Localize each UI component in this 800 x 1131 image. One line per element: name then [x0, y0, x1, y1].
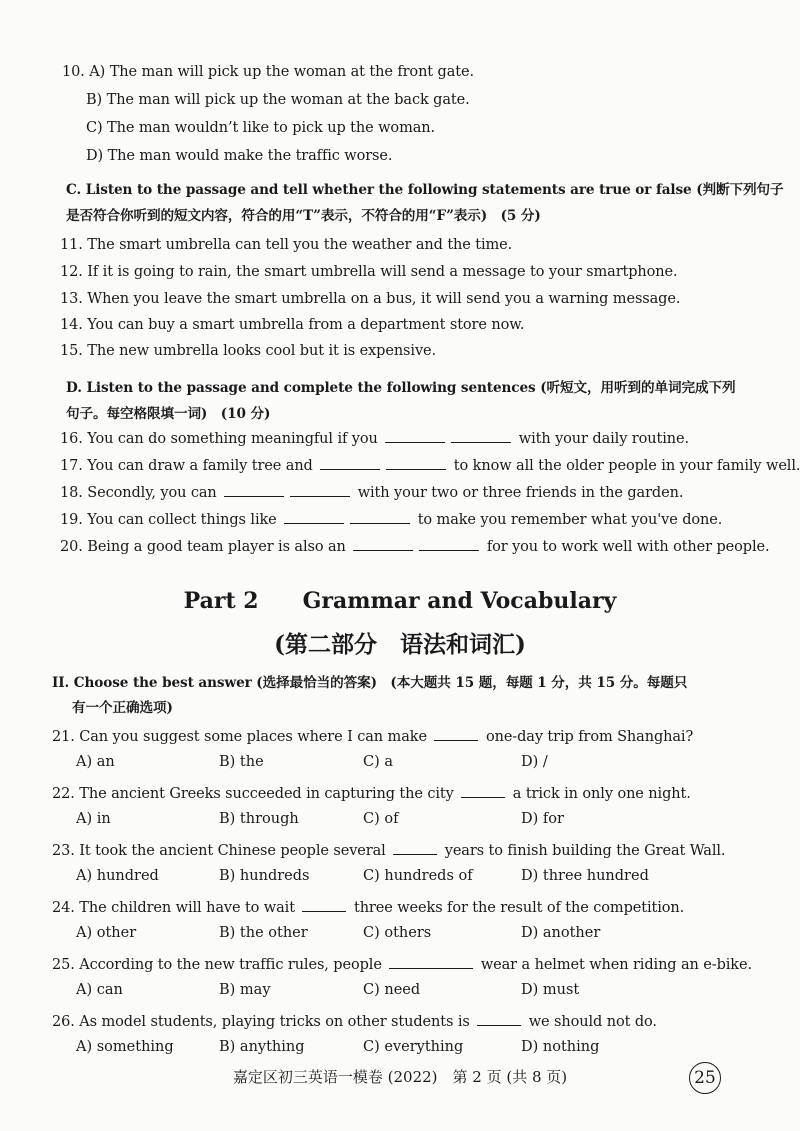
- section-ii-heading-line1: II. Choose the best answer (选择最恰当的答案) (本大题共 15 题，每题 1 分，共 15 分。每题只: [52, 675, 688, 691]
- answer-blank[interactable]: [451, 428, 511, 443]
- q25-option-d[interactable]: D) must: [521, 982, 580, 998]
- answer-blank[interactable]: [385, 428, 445, 443]
- q10-option-b: B) The man will pick up the woman at the back gate.: [86, 92, 470, 108]
- section-c-item-15: 15. The new umbrella looks cool but it is expensive.: [60, 343, 437, 359]
- q22-option-d[interactable]: D) for: [521, 811, 564, 827]
- section-d-item-20: [60, 536, 770, 555]
- section-d-heading-line2: 句子。每空格限填一词) (10 分): [66, 406, 271, 422]
- section-c-heading-line2: 是否符合你听到的短文内容，符合的用“T”表示，不符合的用“F”表示) (5 分): [66, 208, 541, 224]
- section-c-item-14: 14. You can buy a smart umbrella from a department store now.: [60, 317, 525, 333]
- q26-option-b[interactable]: B) anything: [219, 1039, 305, 1055]
- q23-option-c[interactable]: C) hundreds of: [363, 868, 473, 884]
- section-c-item-13: 13. When you leave the smart umbrella on a bus, it will send you a warning message.: [60, 291, 681, 307]
- answer-blank[interactable]: [353, 536, 413, 551]
- part2-title-chinese-text: (第二部分 语法和词汇): [274, 631, 526, 658]
- q22-option-b[interactable]: B) through: [219, 811, 299, 827]
- item-19-before: 19. You can collect things like: [60, 512, 277, 528]
- section-c-item-11: 11. The smart umbrella can tell you the weather and the time.: [60, 237, 513, 253]
- q21-after: one-day trip from Shanghai?: [485, 729, 694, 745]
- answer-blank[interactable]: [434, 726, 478, 741]
- section-d-item-17: [60, 455, 800, 474]
- answer-blank[interactable]: [389, 954, 473, 969]
- item-16-before: 16. You can do something meaningful if you: [60, 431, 378, 447]
- q24-after: three weeks for the result of the competition.: [353, 900, 685, 916]
- q22-option-a[interactable]: A) in: [76, 811, 111, 827]
- answer-blank[interactable]: [419, 536, 479, 551]
- q21-option-a[interactable]: A) an: [76, 754, 115, 770]
- q25-option-b[interactable]: B) may: [219, 982, 271, 998]
- q26-option-d[interactable]: D) nothing: [521, 1039, 600, 1055]
- answer-blank[interactable]: [350, 509, 410, 524]
- q23-option-d[interactable]: D) three hundred: [521, 868, 649, 884]
- q21-option-c[interactable]: C) a: [363, 754, 394, 770]
- item-17-before: 17. You can draw a family tree and: [60, 458, 313, 474]
- q25-after: wear a helmet when riding an e-bike.: [480, 957, 752, 973]
- answer-blank[interactable]: [477, 1011, 521, 1026]
- q25-before: 25. According to the new traffic rules, people: [52, 957, 382, 973]
- section-d-item-16: [60, 428, 689, 447]
- q21-option-b[interactable]: B) the: [219, 754, 264, 770]
- answer-blank[interactable]: [320, 455, 380, 470]
- page-number-badge: 25: [689, 1062, 721, 1094]
- q23-option-a[interactable]: A) hundred: [76, 868, 159, 884]
- section-d-item-18: [60, 482, 683, 501]
- q10-option-a: [62, 64, 474, 80]
- item-18-after: with your two or three friends in the garden.: [357, 485, 684, 501]
- q26-before: 26. As model students, playing tricks on other students is: [52, 1014, 470, 1030]
- q10-option-d: D) The man would make the traffic worse.: [86, 148, 393, 164]
- answer-blank[interactable]: [461, 783, 505, 798]
- item-19-after: to make you remember what you've done.: [417, 512, 723, 528]
- q24-option-b[interactable]: B) the other: [219, 925, 308, 941]
- q10-number: 10.: [62, 64, 85, 80]
- q10-option-a-text: A) The man will pick up the woman at the front gate.: [89, 64, 474, 80]
- item-17-after: to know all the older people in your family well.: [453, 458, 800, 474]
- question-25-stem: [52, 954, 752, 973]
- footer-text: 嘉定区初三英语一模卷 (2022) 第 2 页 (共 8 页): [232, 1068, 568, 1086]
- answer-blank[interactable]: [224, 482, 284, 497]
- q23-after: years to finish building the Great Wall.: [444, 843, 726, 859]
- q22-before: 22. The ancient Greeks succeeded in capturing the city: [52, 786, 454, 802]
- page-footer: [0, 1066, 800, 1087]
- section-d-heading-line1: D. Listen to the passage and complete the following sentences (听短文，用听到的单词完成下列: [66, 380, 736, 396]
- q24-before: 24. The children will have to wait: [52, 900, 295, 916]
- question-21-stem: [52, 726, 693, 745]
- answer-blank[interactable]: [302, 897, 346, 912]
- section-ii-heading-line2: 有一个正确选项): [72, 700, 173, 716]
- section-c-heading-line1: C. Listen to the passage and tell whether the following statements are true or false (判断下列句子: [66, 182, 784, 198]
- question-22-stem: [52, 783, 691, 802]
- section-c-item-12: 12. If it is going to rain, the smart umbrella will send a message to your smartphone.: [60, 264, 678, 280]
- q26-after: we should not do.: [528, 1014, 657, 1030]
- q10-option-c: C) The man wouldn’t like to pick up the woman.: [86, 120, 436, 136]
- q22-option-c[interactable]: C) of: [363, 811, 399, 827]
- q23-before: 23. It took the ancient Chinese people several: [52, 843, 386, 859]
- q24-option-d[interactable]: D) another: [521, 925, 601, 941]
- q25-option-c[interactable]: C) need: [363, 982, 421, 998]
- question-24-stem: [52, 897, 684, 916]
- answer-blank[interactable]: [284, 509, 344, 524]
- q23-option-b[interactable]: B) hundreds: [219, 868, 310, 884]
- item-18-before: 18. Secondly, you can: [60, 485, 217, 501]
- part2-title-english-text: Part 2 Grammar and Vocabulary: [183, 588, 617, 614]
- q24-option-c[interactable]: C) others: [363, 925, 432, 941]
- item-20-after: for you to work well with other people.: [486, 539, 770, 555]
- item-16-after: with your daily routine.: [518, 431, 689, 447]
- item-20-before: 20. Being a good team player is also an: [60, 539, 346, 555]
- question-23-stem: [52, 840, 725, 859]
- q26-option-c[interactable]: C) everything: [363, 1039, 464, 1055]
- q22-after: a trick in only one night.: [512, 786, 691, 802]
- q21-before: 21. Can you suggest some places where I can make: [52, 729, 427, 745]
- q25-option-a[interactable]: A) can: [76, 982, 123, 998]
- answer-blank[interactable]: [290, 482, 350, 497]
- answer-blank[interactable]: [386, 455, 446, 470]
- q24-option-a[interactable]: A) other: [76, 925, 137, 941]
- part2-title-english: [0, 584, 800, 615]
- q26-option-a[interactable]: A) something: [76, 1039, 174, 1055]
- q21-option-d[interactable]: D) /: [521, 754, 548, 770]
- section-d-item-19: [60, 509, 722, 528]
- answer-blank[interactable]: [393, 840, 437, 855]
- question-26-stem: [52, 1011, 657, 1030]
- part2-title-chinese: [0, 626, 800, 659]
